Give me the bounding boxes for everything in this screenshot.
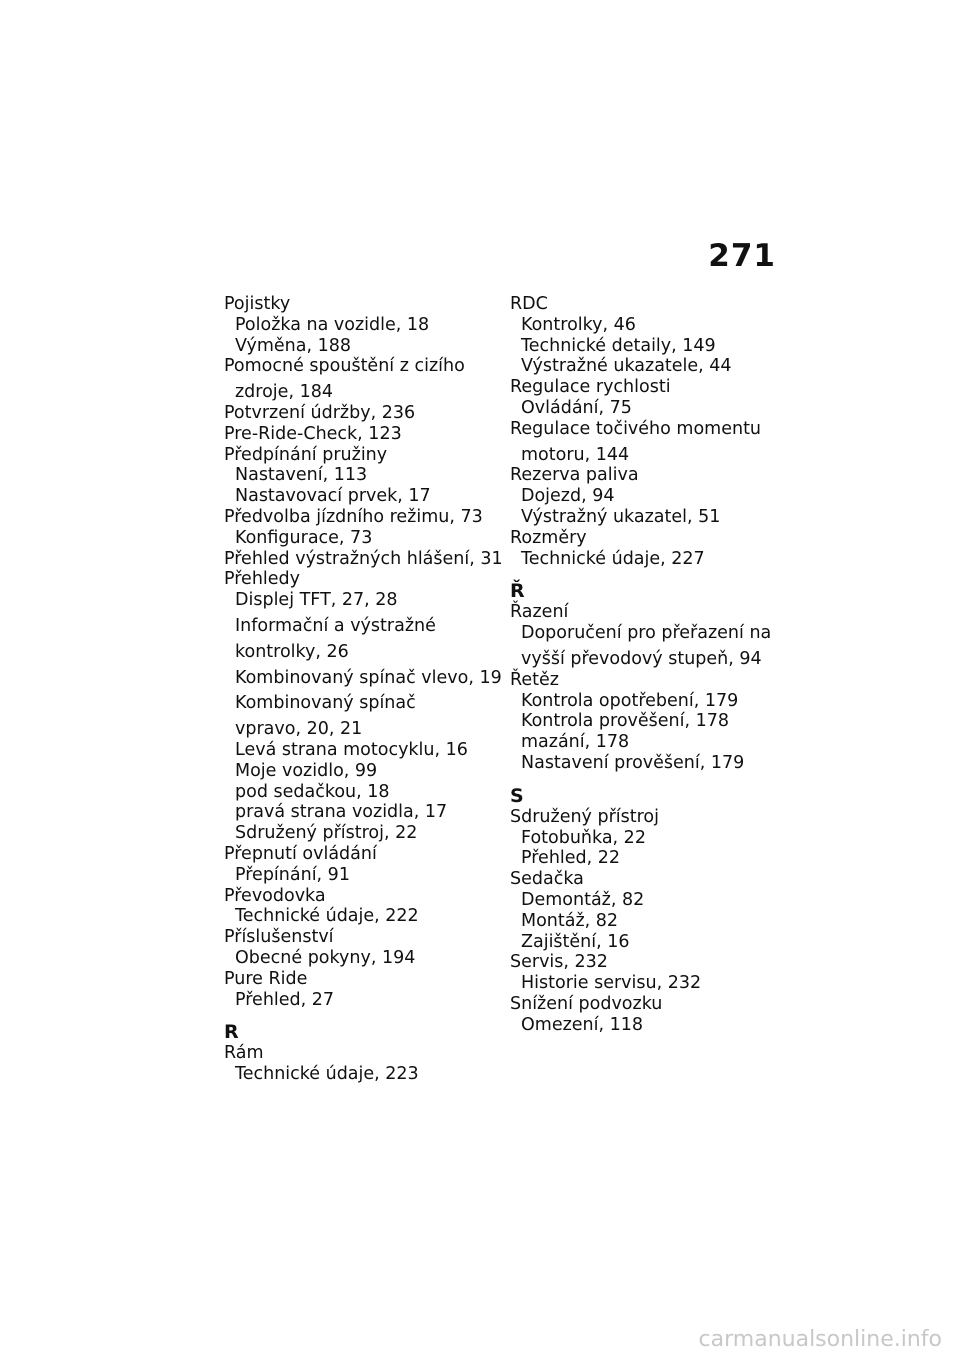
index-entry: Sedačka	[510, 869, 584, 890]
section-letter: Ř	[510, 580, 525, 603]
index-column-right	[510, 294, 800, 1036]
page-number: 271	[708, 238, 776, 274]
index-subentry: Kombinovaný spínač	[235, 693, 416, 714]
index-subentry: Kombinovaný spínač vlevo, 19	[235, 667, 502, 688]
index-entry: Přehled výstražných hlášení, 31	[224, 548, 503, 569]
index-entry-continuation: zdroje, 184	[235, 382, 333, 403]
index-entry: Regulace rychlosti	[510, 377, 671, 398]
section-letter: S	[510, 784, 524, 807]
index-entry: Řetěz	[510, 669, 559, 690]
index-entry: Pomocné spouštění z cizího	[224, 356, 465, 377]
index-column-left	[224, 294, 514, 1085]
index-subentry: Kontrola opotřebení, 179	[521, 690, 739, 711]
index-entry: Snížení podvozku	[510, 993, 663, 1014]
index-subentry: Ovládání, 75	[521, 397, 632, 418]
index-entry: Potvrzení údržby, 236	[224, 402, 416, 423]
index-subentry: Výměna, 188	[235, 335, 352, 356]
index-entry: Přehledy	[224, 569, 301, 590]
index-subentry: pod sedačkou, 18	[235, 781, 390, 802]
index-entry-continuation: motoru, 144	[521, 444, 630, 465]
index-subentry: Obecné pokyny, 194	[235, 947, 416, 968]
index-entry: Rezerva paliva	[510, 465, 639, 486]
index-subentry: Demontáž, 82	[521, 889, 645, 910]
index-subentry: Dojezd, 94	[521, 486, 615, 507]
index-entry: Převodovka	[224, 885, 326, 906]
index-subentry: Moje vozidlo, 99	[235, 760, 378, 781]
index-subentry: Nastavovací prvek, 17	[235, 486, 431, 507]
index-subentry: Technické údaje, 227	[521, 548, 705, 569]
index-entry: Předvolba jízdního režimu, 73	[224, 506, 483, 527]
watermark: carmanualsonline.info	[698, 1327, 942, 1352]
index-subentry: Přehled, 22	[521, 848, 621, 869]
index-subentry: Přepínání, 91	[235, 864, 350, 885]
index-subentry: Montáž, 82	[521, 910, 619, 931]
index-subentry: Výstražný ukazatel, 51	[521, 506, 721, 527]
index-entry: RDC	[510, 294, 548, 314]
index-entry: Pure Ride	[224, 968, 308, 989]
index-entry: Pre-Ride-Check, 123	[224, 423, 402, 444]
section-letter: R	[224, 1021, 239, 1044]
index-subentry: Nastavení prověšení, 179	[521, 752, 745, 773]
index-entry-continuation: kontrolky, 26	[235, 641, 349, 662]
index-subentry: Kontrolky, 46	[521, 314, 636, 335]
index-entry: Servis, 232	[510, 952, 608, 973]
index-entry: Předpínání pružiny	[224, 444, 388, 465]
index-subentry: Technické detaily, 149	[521, 335, 716, 356]
index-subentry: Přehled, 27	[235, 989, 335, 1010]
index-subentry: Nastavení, 113	[235, 465, 368, 486]
index-subentry: Informační a výstražné	[235, 615, 436, 636]
index-subentry: Sdružený přístroj, 22	[235, 823, 418, 844]
index-subentry: Položka na vozidle, 18	[235, 314, 430, 335]
index-entry: Regulace točivého momentu	[510, 418, 762, 439]
index-entry: Řazení	[510, 602, 569, 623]
index-subentry: Konfigurace, 73	[235, 527, 373, 548]
index-entry-continuation: vyšší převodový stupeň, 94	[521, 648, 762, 669]
index-subentry: Levá strana motocyklu, 16	[235, 739, 468, 760]
index-subentry: mazání, 178	[521, 732, 630, 753]
index-subentry: Technické údaje, 222	[235, 906, 419, 927]
index-subentry: Omezení, 118	[521, 1014, 644, 1035]
index-subentry: Displej TFT, 27, 28	[235, 590, 398, 611]
index-entry: Rozměry	[510, 527, 587, 548]
index-subentry: Fotobuňka, 22	[521, 827, 646, 848]
index-entry: Rám	[224, 1043, 264, 1064]
index-subentry: Zajištění, 16	[521, 931, 630, 952]
index-entry: Sdružený přístroj	[510, 806, 659, 827]
index-subentry: Výstražné ukazatele, 44	[521, 356, 732, 377]
index-subentry: Historie servisu, 232	[521, 973, 702, 994]
index-subentry: pravá strana vozidla, 17	[235, 802, 448, 823]
index-entry: Přepnutí ovládání	[224, 843, 377, 864]
index-entry: Pojistky	[224, 294, 291, 314]
index-entry-continuation: vpravo, 20, 21	[235, 719, 363, 740]
index-subentry: Doporučení pro přeřazení na	[521, 623, 772, 644]
index-entry: Příslušenství	[224, 927, 334, 948]
index-subentry: Technické údaje, 223	[235, 1064, 419, 1085]
index-subentry: Kontrola prověšení, 178	[521, 711, 730, 732]
